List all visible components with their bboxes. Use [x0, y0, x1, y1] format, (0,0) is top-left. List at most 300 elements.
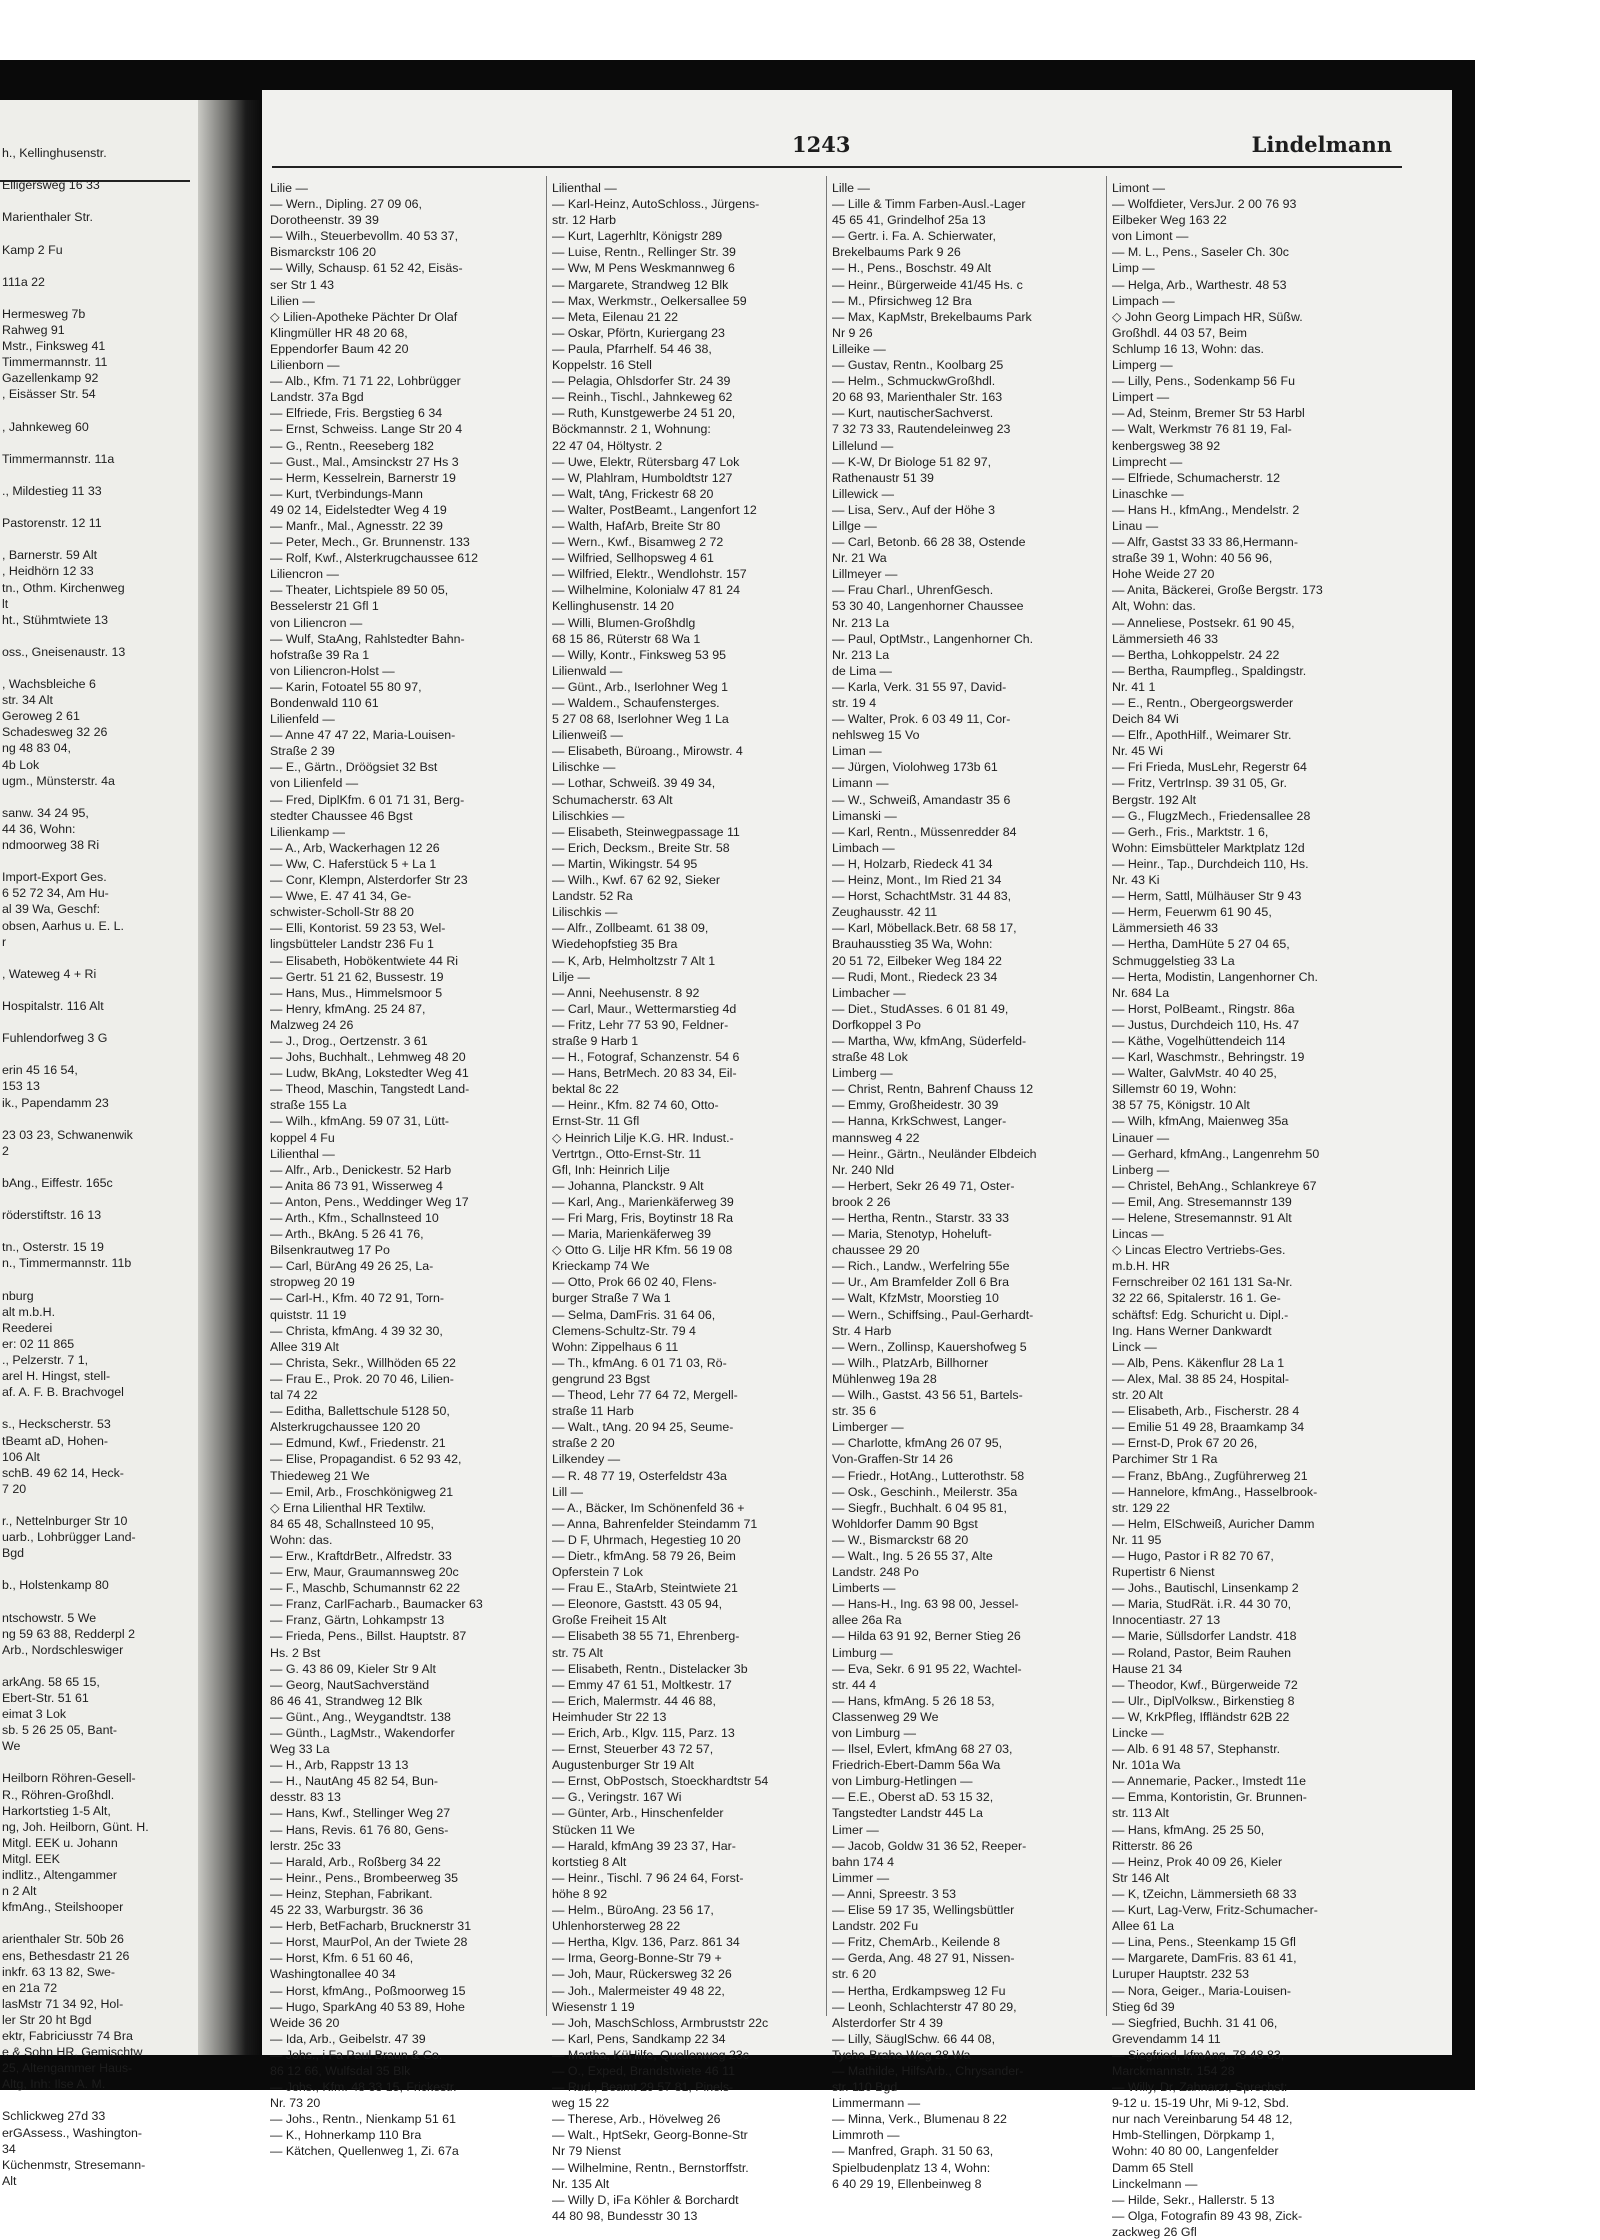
listing-line: — J., Drog., Oertzenstr. 3 61 — [270, 1033, 428, 1048]
left-page-line: oss., Gneisenaustr. 13 — [2, 644, 126, 659]
listing-line: weg 15 22 — [552, 2096, 610, 2111]
listing-line: — Justus, Durchdeich 110, Hs. 47 — [1112, 1017, 1300, 1032]
listing-line: — Gertr. i. Fa. A. Schierwater, — [832, 229, 996, 244]
listing-line: — Elisabeth 38 55 71, Ehrenberg- — [552, 1629, 740, 1644]
listing-line: — Elisabeth, Büroang., Mirowstr. 4 — [552, 744, 743, 759]
listing-line: — Helm, ElSchweiß, Auricher Damm — [1112, 1516, 1315, 1531]
listing-line: von Limont — — [1112, 229, 1189, 244]
listing-line: — Carl, BürAng 49 26 25, La- — [270, 1259, 434, 1274]
listing-line: — Herb, BetFacharb, Brucknerstr 31 — [270, 1919, 472, 1934]
listing-line: Linauer — — [1112, 1130, 1170, 1145]
listing-line: Nr. 684 La — [1112, 985, 1170, 1000]
listing-line: — Karla, Verk. 31 55 97, David- — [832, 679, 1007, 694]
listing-line: — Erich, Decksm., Breite Str. 58 — [552, 840, 730, 855]
left-page-line: Bgd — [2, 1546, 25, 1561]
listing-line: Limont — — [1112, 181, 1166, 195]
listing-line: — Wilh., Kwf. 67 62 92, Sieker — [552, 873, 721, 888]
left-page-line: erGAssess., Washington- — [2, 2125, 143, 2140]
listing-line: Nr. 73 20 — [270, 2096, 321, 2111]
listing-line: — Elisabeth, Rentn., Distelacker 3b — [552, 1661, 748, 1676]
listing-line: 22 47 04, Höltystr. 2 — [552, 438, 663, 453]
left-page-line: Pastorenstr. 12 11 — [2, 516, 102, 531]
listing-line: Limpach — — [1112, 293, 1175, 308]
left-page-line — [2, 499, 149, 515]
listing-line: — Wilfried, Sellhopsweg 4 61 — [552, 551, 714, 566]
left-page-line: 44 36, Wohn: — [2, 821, 76, 836]
listing-line: Wohn: Zippelhaus 6 11 — [552, 1339, 679, 1354]
left-page-line: n., Timmermannstr. 11b — [2, 1256, 132, 1271]
listing-line: — Wern., Schiffsing., Paul-Gerhardt- — [832, 1307, 1034, 1322]
listing-line: — Wolfdieter, VersJur. 2 00 76 93 — [1112, 197, 1297, 212]
listing-line: Weide 36 20 — [270, 2015, 340, 2030]
left-page-line: Mitgl. EEK u. Johann — [2, 1835, 118, 1850]
listing-line: — W., Bismarckstr 68 20 — [832, 1532, 969, 1547]
listing-line: — Gerhard, kfmAng., Langenrehm 50 — [1112, 1146, 1320, 1161]
listing-line: — Carl, Betonb. 66 28 38, Ostende — [832, 535, 1026, 550]
listing-line: — Frau E., StaArb, Steintwiete 21 — [552, 1581, 738, 1596]
listing-line: Sillemstr 60 19, Wohn: — [1112, 1082, 1237, 1097]
listing-line: — Charlotte, kfmAng 26 07 95, — [832, 1436, 1003, 1451]
listing-line: schäftsf: Edg. Schuricht u. Dipl.- — [1112, 1307, 1289, 1322]
listing-line: Nr. 213 La — [832, 615, 890, 630]
listing-line: — Osk., Geschinh., Meilerstr. 35a — [832, 1484, 1018, 1499]
listing-line: Lilischkies — — [552, 808, 625, 823]
listing-line: Lille — — [832, 181, 870, 195]
listing-line: — Heinr., Tap., Durchdeich 110, Hs. — [1112, 856, 1309, 871]
listing-line: — Fritz, ChemArb., Keilende 8 — [832, 1935, 1001, 1950]
listing-line: 5 27 08 68, Iserlohner Weg 1 La — [552, 712, 729, 727]
left-page-line: We — [2, 1739, 21, 1754]
listing-line: lingsbütteler Landstr 236 Fu 1 — [270, 937, 434, 952]
left-page-line — [2, 225, 149, 241]
listing-line: Limprecht — — [1112, 454, 1183, 469]
listing-line: höhe 8 92 — [552, 1886, 608, 1901]
listing-line: — Carl, Maur., Wettermarstieg 4d — [552, 1001, 737, 1016]
listing-line: Wohn: Eimsbütteler Marktplatz 12d — [1112, 840, 1305, 855]
listing-line: — Alb, Pens. Käkenflur 28 La 1 — [1112, 1355, 1285, 1370]
listing-line: — K, tZeichn, Lämmersieth 68 33 — [1112, 1886, 1297, 1901]
left-page-line: arienthaler Str. 50b 26 — [2, 1932, 124, 1947]
listing-line: str. 19 4 — [832, 696, 877, 710]
listing-line: Brauhausstieg 35 Wa, Wohn: — [832, 937, 993, 952]
listing-line: — Alfr., Arb., Denickestr. 52 Harb — [270, 1162, 452, 1177]
listing-line: — Gust., Mal., Amsinckstr 27 Hs 3 — [270, 454, 459, 469]
left-page-line — [2, 982, 149, 998]
left-page-line: 2 — [2, 1143, 9, 1158]
listing-line: brook 2 26 — [832, 1194, 891, 1209]
listing-line: — D F, Uhrmach, Hegestieg 10 20 — [552, 1532, 741, 1547]
listing-line: — A., Bäcker, Im Schönenfeld 36 + — [552, 1500, 745, 1515]
listing-line: Nr 79 Nienst — [552, 2144, 621, 2159]
listing-line: de Lima — — [832, 663, 892, 678]
listing-line: — Theod, Lehr 77 64 72, Mergell- — [552, 1388, 738, 1403]
listing-line: — H., Arb, Rappstr 13 13 — [270, 1758, 409, 1773]
listing-line: — Jacob, Goldw 31 36 52, Reeper- — [832, 1838, 1027, 1853]
listing-line: — Leonh, Schlachterstr 47 80 29, — [832, 1999, 1017, 2014]
listing-line: Landstr. 52 Ra — [552, 889, 633, 904]
left-page-line: 7 20 — [2, 1481, 27, 1496]
listing-line: — Franz, CarlFacharb., Baumacker 63 — [270, 1597, 483, 1612]
header-rule — [272, 166, 1402, 168]
left-page-line: b., Holstenkamp 80 — [2, 1578, 109, 1593]
listing-line: ◇ Lincas Electro Vertriebs-Ges. — [1112, 1243, 1286, 1258]
listing-line: — Walt., tAng. 20 94 25, Seume- — [552, 1420, 734, 1435]
listing-line: Tycho-Brahe-Weg 28 Wa — [832, 2047, 971, 2062]
listing-line: — Johs., i Fa Paul Braun & Co. — [270, 2047, 443, 2062]
listing-line: Alsterkrugchaussee 120 20 — [270, 1420, 421, 1435]
listing-line: str. 6 20 — [832, 1967, 877, 1982]
listing-line: Landstr. 37a Bgd — [270, 390, 364, 405]
left-page-text — [2, 145, 149, 2189]
listing-line: — Emil, Ang. Stresemannstr 139 — [1112, 1194, 1292, 1209]
left-page-line — [2, 853, 149, 869]
left-page-line: Schlickweg 27d 33 — [2, 2109, 106, 2124]
left-page-line: R., Röhren-Großhdl. — [2, 1787, 115, 1802]
left-page-line — [2, 258, 149, 274]
left-page-line: 106 Alt — [2, 1449, 40, 1464]
listing-line: Von-Graffen-Str 14 26 — [832, 1452, 953, 1467]
listing-line: — Annemarie, Packer., Imstedt 11e — [1112, 1774, 1306, 1789]
listing-line: — Emma, Kontoristin, Gr. Brunnen- — [1112, 1790, 1307, 1805]
listing-line: — Elfriede, Schumacherstr. 12 — [1112, 470, 1281, 485]
listing-line: Rathenaustr 51 39 — [832, 470, 934, 485]
listing-line: — Elise, Propagandist. 6 52 93 42, — [270, 1452, 462, 1467]
listing-line: Zeughausstr. 42 11 — [832, 905, 938, 920]
listing-line: — Hertha, Rentn., Starstr. 33 33 — [832, 1211, 1009, 1225]
listing-line: — Anna, Bahrenfelder Steindamm 71 — [552, 1516, 758, 1531]
listing-line: — Eva, Sekr. 6 91 95 22, Wachtel- — [832, 1661, 1022, 1676]
listing-line: — Max, Werkmstr., Oelkersallee 59 — [552, 293, 747, 308]
listing-line: — Selma, DamFris. 31 64 06, — [552, 1307, 716, 1322]
left-page-line: Alt — [2, 2173, 17, 2188]
listing-line: — W., Schweiß, Amandastr 35 6 — [832, 792, 1011, 807]
listing-line: — Franz, BbAng., Zugführerweg 21 — [1112, 1468, 1308, 1483]
listing-line: 45 65 41, Grindelhof 25a 13 — [832, 213, 986, 228]
left-page-line: h., Kellinghusenstr. — [2, 146, 107, 160]
listing-line: str. 75 Alt — [552, 1645, 603, 1660]
listing-line: Linau — — [1112, 518, 1159, 533]
left-page-line: ens, Bethesdastr 21 26 — [2, 1948, 130, 1963]
listing-line: — H., Fotograf, Schanzenstr. 54 6 — [552, 1050, 740, 1065]
listing-line: Limbach — — [832, 840, 895, 855]
listing-line: — G. 43 86 09, Kieler Str 9 Alt — [270, 1661, 436, 1676]
left-page-line: arkAng. 58 65 15, — [2, 1674, 100, 1689]
listing-line: Dorfkoppel 3 Po — [832, 1017, 921, 1032]
left-page-line: er: 02 11 865 — [2, 1336, 75, 1351]
left-page-line: 25, Altengammer Haus- — [2, 2061, 133, 2076]
listing-line: Heimhuder Str 22 13 — [552, 1709, 667, 1724]
left-page-line — [2, 1272, 149, 1288]
left-page-line: r., Nettelnburger Str 10 — [2, 1513, 128, 1528]
left-page-line: erin 45 16 54, — [2, 1063, 78, 1078]
listing-line: Bilsenkrautweg 17 Po — [270, 1243, 390, 1258]
listing-line: Vertrtgn., Otto-Ernst-Str. 11 — [552, 1146, 702, 1161]
listing-line: — Horst, kfmAng., Poßmoorweg 15 — [270, 1983, 466, 1998]
listing-line: — Günter, Arb., Hinschenfelder — [552, 1806, 724, 1821]
listing-line: Lillge — — [832, 518, 877, 533]
listing-line: — K-W, Dr Biologe 51 82 97, — [832, 454, 992, 469]
left-page-fragment — [0, 100, 198, 2188]
listing-line: — Hans, kfmAng. 5 26 18 53, — [832, 1693, 995, 1708]
listing-line: straße 9 Harb 1 — [552, 1033, 639, 1048]
left-page-line: sb. 5 26 25 05, Bant- — [2, 1723, 118, 1738]
listing-line: 32 22 66, Spitalerstr. 16 1. Ge- — [1112, 1291, 1281, 1306]
left-page-line: bAng., Eiffestr. 165c — [2, 1176, 113, 1190]
listing-line: — Maria, Marienkäferweg 39 — [552, 1227, 712, 1242]
listing-line: — Erw., KraftdrBetr., Alfredstr. 33 — [270, 1548, 452, 1563]
listing-line: — Walt, KfzMstr, Moorstieg 10 — [832, 1291, 999, 1306]
listing-line: — Anita 86 73 91, Wisserweg 4 — [270, 1178, 443, 1193]
listing-line: Nr. 43 Ki — [1112, 873, 1160, 888]
listing-line: — Wilhelmine, Rentn., Bernstorffstr. — [552, 2160, 749, 2175]
listing-line: Augustenburger Str 19 Alt — [552, 1758, 694, 1773]
listing-line: Limer — — [832, 1822, 879, 1837]
listing-line: — H., NautAng 45 82 54, Bun- — [270, 1774, 439, 1789]
listing-line: — Fritz, Lehr 77 53 90, Feldner- — [552, 1017, 729, 1032]
listing-line: Besselerstr 21 Gfl 1 — [270, 599, 379, 614]
listing-line: mannsweg 4 22 — [832, 1130, 920, 1145]
left-page-line: Hospitalstr. 116 Alt — [2, 998, 104, 1013]
listing-line: — Maria, StudRät. i.R. 44 30 70, — [1112, 1597, 1292, 1612]
directory-column-2 — [552, 180, 822, 2224]
left-page-line: Kamp 2 Fu — [2, 242, 63, 257]
listing-line: 49 02 14, Eidelstedter Weg 4 19 — [270, 502, 447, 517]
listing-line: ◇ Lilien-Apotheke Pächter Dr Olaf — [270, 309, 458, 324]
left-page-line: ler Str 20 ht Bgd — [2, 2012, 92, 2027]
listing-line: — Heinr., Pens., Brombeerweg 35 — [270, 1870, 459, 1885]
left-page-line: röderstiftstr. 16 13 — [2, 1208, 102, 1223]
left-page-line — [2, 1223, 149, 1239]
listing-line: — Hannelore, kfmAng., Hasselbrook- — [1112, 1484, 1318, 1499]
left-page-line — [2, 1561, 149, 1577]
listing-line: — Johs., Rentn., Nienkamp 51 61 — [270, 2112, 456, 2127]
listing-line: Wiesenstr 1 19 — [552, 1999, 635, 2014]
listing-line: Lilleike — — [832, 341, 886, 356]
listing-line: — Minna, Verk., Blumenau 8 22 — [832, 2112, 1007, 2127]
listing-line: 9-12 u. 15-19 Uhr, Mi 9-12, Sbd. — [1112, 2096, 1290, 2111]
listing-line: — Gustav, Rentn., Koolbarg 25 — [832, 358, 1004, 373]
listing-line: str. 12 Harb — [552, 213, 617, 228]
left-page-line — [2, 1754, 149, 1770]
listing-line: Uhlenhorsterweg 28 22 — [552, 1919, 681, 1934]
listing-line: — Martha, Ww, kfmAng, Süderfeld- — [832, 1033, 1027, 1048]
left-page-line: al 39 Wa, Geschf: — [2, 902, 101, 917]
listing-line: — Kurt, tVerbindungs-Mann — [270, 486, 423, 501]
listing-line: — Walter, PostBeamt., Langenfort 12 — [552, 502, 757, 517]
left-page-line — [2, 1400, 149, 1416]
left-page-line: , Wateweg 4 + Ri — [2, 966, 97, 981]
listing-line: Lillelund — — [832, 438, 894, 453]
listing-line: — Lothar, Schweiß. 39 49 34, — [552, 776, 716, 791]
listing-line: — Paula, Pfarrhelf. 54 46 38, — [552, 341, 712, 356]
left-page-line: e & Sohn HR, Gemischtw — [2, 2045, 143, 2060]
listing-line: — Hans, Kwf., Stellinger Weg 27 — [270, 1806, 451, 1821]
listing-line: — G., Veringstr. 167 Wi — [552, 1790, 682, 1805]
listing-line: Eppendorfer Baum 42 20 — [270, 341, 409, 356]
listing-line: — Peter, Mech., Gr. Brunnenstr. 133 — [270, 535, 470, 550]
listing-line: — Walt., Ing. 5 26 55 37, Alte — [832, 1548, 993, 1563]
listing-line: — Willy, Dr, Zahnarzt, Sprechst: — [1112, 2080, 1288, 2095]
listing-line: Liman — — [832, 744, 882, 759]
listing-line: — Paul, OptMstr., Langenhorner Ch. — [832, 631, 1034, 646]
left-page-line: lt — [2, 596, 9, 611]
listing-line: — Frau E., Prok. 20 70 46, Lilien- — [270, 1371, 454, 1386]
listing-line: — Joh, MaschSchloss, Armbruststr 22c — [552, 2015, 769, 2030]
left-page-line: Timmermannstr. 11a — [2, 451, 115, 466]
listing-line: — Fri Marg, Fris, Boytinstr 18 Ra — [552, 1211, 734, 1225]
listing-line: — Herbert, Sekr 26 49 71, Oster- — [832, 1178, 1015, 1193]
listing-line: — Arth., BkAng. 5 26 41 76, — [270, 1227, 424, 1242]
listing-line: — Gerh., Fris., Marktstr. 1 6, — [1112, 824, 1269, 839]
listing-line: Koppelstr. 16 Stell — [552, 358, 652, 373]
listing-line: Schlump 16 13, Wohn: das. — [1112, 341, 1264, 356]
listing-line: — Johs., Bautischl, Linsenkamp 2 — [1112, 1581, 1299, 1596]
listing-line: — W, Plahlram, Humboldtstr 127 — [552, 470, 733, 485]
listing-line: — Herm, Sattl, Mülhäuser Str 9 43 — [1112, 889, 1302, 904]
listing-line: Lincke — — [1112, 1726, 1164, 1740]
left-page-line: tBeamt aD, Hohen- — [2, 1433, 109, 1448]
listing-line: — Henry, kfmAng. 25 24 87, — [270, 1001, 426, 1016]
left-page-line: 34 — [2, 2141, 16, 2156]
listing-line: — Ur., Am Bramfelder Zoll 6 Bra — [832, 1275, 1009, 1290]
listing-line: — Rudi, Mont., Riedeck 23 34 — [832, 969, 998, 984]
listing-line: — Bertha, Raumpfleg., Spaldingstr. — [1112, 663, 1307, 678]
listing-line: — Christel, BehAng., Schlankreye 67 — [1112, 1178, 1317, 1193]
listing-line: — Diet., StudAsses. 6 01 81 49, — [832, 1001, 1009, 1016]
listing-line: — Margarete, DamFris. 83 61 41, — [1112, 1951, 1297, 1966]
listing-line: Kellinghusenstr. 14 20 — [552, 599, 674, 614]
page-header — [262, 132, 1452, 166]
listing-line: Nr. 45 Wi — [1112, 744, 1163, 759]
listing-line: — Fred, DiplKfm. 6 01 71 31, Berg- — [270, 792, 465, 807]
listing-line: Washingtonallee 40 34 — [270, 1967, 396, 1982]
listing-line: Limmermann — — [832, 2096, 921, 2111]
listing-line: ◇ Otto G. Lilje HR Kfm. 56 19 08 — [552, 1243, 733, 1258]
listing-line: Deich 84 Wi — [1112, 712, 1179, 727]
listing-line: Nr. 213 La — [832, 647, 890, 662]
listing-line: Lilischkis — — [552, 905, 618, 920]
listing-line: ◇ Heinrich Lilje K.G. HR. Indust.- — [552, 1130, 734, 1145]
listing-line: hofstraße 39 Ra 1 — [270, 647, 370, 662]
listing-line: — Hugo, SparkAng 40 53 89, Hohe — [270, 1999, 465, 2014]
left-page-line — [2, 403, 149, 419]
listing-line: — Alex, Mal. 38 85 24, Hospital- — [1112, 1371, 1289, 1386]
listing-line: — M. L., Pens., Saseler Ch. 30c — [1112, 245, 1289, 260]
listing-line: — Emmy 47 61 51, Moltkestr. 17 — [552, 1677, 732, 1692]
listing-line: stedter Chaussee 46 Bgst — [270, 808, 413, 823]
listing-line: — Wilfried, Elektr., Wendlohstr. 157 — [552, 567, 747, 582]
listing-line: — Hans, kfmAng. 25 25 50, — [1112, 1822, 1265, 1837]
listing-line: — Frau Charl., UhrenfGesch. — [832, 583, 994, 598]
listing-line: — Walt, Werkmstr 76 81 19, Fal- — [1112, 422, 1292, 437]
listing-line: Lilienthal — — [270, 1146, 335, 1161]
left-page-line — [2, 531, 149, 547]
listing-line: — Anni, Spreestr. 3 53 — [832, 1886, 956, 1901]
listing-line: — Conr, Klempn, Alsterdorfer Str 23 — [270, 873, 468, 888]
listing-line: — Reinh., Tischl., Jahnkeweg 62 — [552, 390, 733, 405]
listing-line: Str. 4 Harb — [832, 1323, 892, 1338]
listing-line: Ernst-Str. 11 Gfl — [552, 1114, 640, 1129]
listing-line: Limmroth — — [832, 2128, 900, 2143]
listing-line: — Roland, Pastor, Beim Rauhen — [1112, 1645, 1292, 1660]
listing-line: Alsterdorfer Str 4 39 — [832, 2015, 943, 2030]
listing-line: — Arth., Kfm., Schallnsteed 10 — [270, 1211, 439, 1225]
listing-line: Wiedehopfstieg 35 Bra — [552, 937, 678, 952]
listing-line: — Günt., Ang., Weygandtstr. 138 — [270, 1709, 451, 1724]
listing-line: — Alfr, Gastst 33 33 86,Hermann- — [1112, 535, 1298, 550]
listing-line: — Willy D, iFa Köhler & Borchardt — [552, 2192, 739, 2207]
left-page-line: Mstr., Finksweg 41 — [2, 339, 106, 354]
listing-line: — Elisabeth, Hobökentwiete 44 Ri — [270, 953, 459, 968]
left-page-line: n 2 Alt — [2, 1884, 37, 1899]
listing-line: von Lilienfeld — — [270, 776, 359, 791]
left-page-line: sanw. 34 24 95, — [2, 805, 89, 820]
listing-line: Böckmannstr. 2 1, Wohnung: — [552, 422, 711, 437]
listing-line: Bondenwald 110 61 — [270, 696, 379, 710]
listing-line: Luruper Hauptstr. 232 53 — [1112, 1967, 1250, 1982]
left-page-line: uarb., Lohbrügger Land- — [2, 1530, 136, 1545]
column-divider — [826, 176, 827, 2016]
listing-line: — Günth., LagMstr., Wakendorfer — [270, 1726, 455, 1740]
listing-line: — Wilh., kfmAng. 59 07 31, Lütt- — [270, 1114, 450, 1129]
listing-line: Limbacher — — [832, 985, 906, 1000]
left-page-line: ht., Stühmtwiete 13 — [2, 612, 109, 627]
listing-line: Hs. 2 Bst — [270, 1645, 321, 1660]
left-page-line: obsen, Aarhus u. E. L. — [2, 918, 124, 933]
listing-line: — Heinz, Stephan, Fabrikant. — [270, 1886, 433, 1901]
listing-line: burger Straße 7 Wa 1 — [552, 1291, 671, 1306]
left-page-line: tn., Othm. Kirchenweg — [2, 580, 125, 595]
listing-line: 84 65 48, Schallnsteed 10 95, — [270, 1516, 434, 1531]
listing-line: Hohe Weide 27 20 — [1112, 567, 1215, 582]
listing-line: Friedrich-Ebert-Damm 56a Wa — [832, 1758, 1001, 1773]
listing-line: — Harald, Arb., Roßberg 34 22 — [270, 1854, 441, 1869]
directory-page — [262, 90, 1452, 2239]
listing-line: — G., FlugzMech., Friedensallee 28 — [1112, 808, 1311, 823]
listing-line: Lilienkamp — — [270, 824, 346, 839]
listing-line: Hause 21 34 — [1112, 1661, 1183, 1676]
listing-line: — G., Rentn., Reeseberg 182 — [270, 438, 434, 453]
listing-line: — Uwe, Elektr, Rütersbarg 47 Lok — [552, 454, 740, 469]
left-page-line: Arb., Nordschleswiger — [2, 1642, 124, 1657]
listing-line: — Hertha, Erdkampsweg 12 Fu — [832, 1983, 1006, 1998]
listing-line: — Ulr., DiplVolksw., Birkenstieg 8 — [1112, 1693, 1295, 1708]
listing-line: 20 68 93, Marienthaler Str. 163 — [832, 390, 1003, 405]
left-page-line: Import-Export Ges. — [2, 870, 107, 885]
left-page-line — [2, 290, 149, 306]
listing-line: — Therese, Arb., Hövelweg 26 — [552, 2112, 721, 2127]
listing-line: Str 146 Alt — [1112, 1870, 1170, 1885]
listing-line: — Horst, MaurPol, An der Twiete 28 — [270, 1935, 468, 1950]
listing-line: — Hans, Mus., Himmelsmoor 5 — [270, 985, 443, 1000]
listing-line: von Liliencron — — [270, 615, 363, 630]
left-page-line: Schadesweg 32 26 — [2, 725, 108, 740]
listing-line: — Ruth, Kunstgewerbe 24 51 20, — [552, 406, 736, 421]
listing-line: — Eleonore, Gaststt. 43 05 94, — [552, 1597, 723, 1612]
running-head: Lindelmann — [1251, 132, 1392, 157]
listing-line: — Elisabeth, Steinwegpassage 11 — [552, 824, 740, 839]
listing-line: — Joh, Maur, Rückersweg 32 26 — [552, 1967, 732, 1982]
listing-line: — Oskar, Pförtn, Kuriergang 23 — [552, 325, 725, 340]
listing-line: — Herta, Modistin, Langenhorner Ch. — [1112, 969, 1318, 984]
listing-line: Nr. 11 95 — [1112, 1532, 1162, 1547]
listing-line: Lilienfeld — — [270, 712, 335, 727]
listing-line: Lämmersieth 46 33 — [1112, 921, 1219, 936]
listing-line: — Erw, Maur, Graumannsweg 20c — [270, 1565, 459, 1580]
listing-line: Fernschreiber 02 161 131 Sa-Nr. — [1112, 1275, 1293, 1290]
listing-line: — Herm, Kesselrein, Barnerstr 19 — [270, 470, 456, 485]
left-page-line: s., Heckscherstr. 53 — [2, 1417, 111, 1432]
